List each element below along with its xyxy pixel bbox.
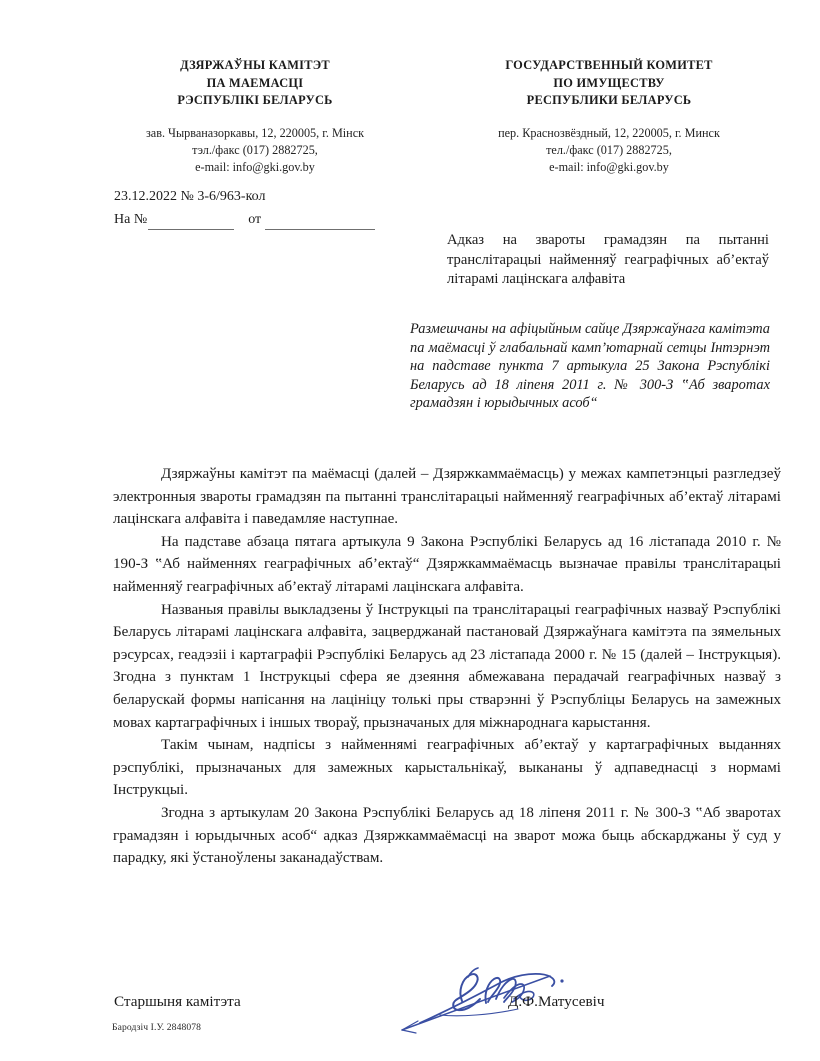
body-paragraph-3: Названыя правілы выкладзены ў Інструкцыі па транслітарацыі геаграфічных назваў Рэспублікі Беларусь літарамі лацінскага алфавіта, зацверджанай пастановай Дзяржаўнага камітэта па зямельных рэсурсах, геадэзіі і картаграфіі Рэспублікі Беларусь ад 23 лістапада 2000 г. № 15 (далей – Інструкцыя). Згодна з пунктам 1 Інструкцыі сфера яе дзеяння абмежавана перадачай геаграфічных назваў з беларускай формы напісання на лацініцу толькі пры стварэнні ў Рэспубліцы Беларусь на замежных мовах картаграфічных і іншых твораў, прызначаных для міжнароднага карыстання. <box>113 601 781 731</box>
subject-block: Адказ на звароты грамадзян па пытанні транслітарацыі найменняў геаграфічных аб’ектаў літарамі лацінскага алфавіта <box>447 232 769 288</box>
address-phone-be: тэл./факс (017) 2882725, <box>192 142 318 157</box>
body-paragraph-4: Такім чынам, надпісы з найменнямі геаграфічных аб’ектаў у картаграфічных выданнях рэспублікі, прызначаных для замежных карыстальнікаў, выкананы ў адпаведнасці з нормамі Інструкцыі. <box>113 737 781 799</box>
signer-name: Д.Ф.Матусевіч <box>508 993 605 1010</box>
organization-name-ru <box>444 57 774 110</box>
reference-block <box>114 186 375 230</box>
letterhead-left-belarusian <box>96 57 414 176</box>
letter-body <box>113 463 781 870</box>
org-line-2-ru: ПО ИМУЩЕСТВУ <box>553 75 665 90</box>
incoming-number-label: На № <box>114 212 148 227</box>
letterhead-right-russian <box>444 57 774 176</box>
address-email-ru: e-mail: info@gki.gov.by <box>549 160 669 175</box>
incoming-reference-line <box>114 209 375 230</box>
address-street-ru: пер. Краснозвёздный, 12, 220005, г. Минск <box>498 125 720 140</box>
incoming-number-field[interactable] <box>148 216 234 230</box>
placement-note: Размешчаны на афіцыйным сайце Дзяржаўнага камітэта па маёмасці ў глабальнай камп’ютарнай сетцы Інтэрнэт на падставе пункта 7 артыкула 25 Закона Рэспублікі Беларусь ад 18 ліпеня 2011 г. № 300-З ‟Аб зваротах грамадзян і юрыдычных асоб“ <box>410 321 770 412</box>
org-line-1: ДЗЯРЖАЎНЫ КАМІТЭТ <box>180 58 330 72</box>
org-line-3: РЭСПУБЛІКІ БЕЛАРУСЬ <box>177 93 333 108</box>
body-paragraph-5: Згодна з артыкулам 20 Закона Рэспублікі Беларусь ад 18 ліпеня 2011 г. № 300-З ‟Аб зваротах грамадзян і юрыдычных асоб“ адказ Дзяржкаммаёмасці на зварот можа быць абскарджаны ў суд у парадку, які ўстаноўлены заканадаўствам. <box>113 804 781 867</box>
incoming-date-field[interactable] <box>265 216 375 230</box>
signer-title: Старшыня камітэта <box>114 993 241 1010</box>
address-phone-ru: тел./факс (017) 2882725, <box>546 142 672 157</box>
org-line-2: ПА МАЕМАСЦІ <box>206 75 304 90</box>
incoming-date-label: от <box>248 212 262 227</box>
organization-name-be <box>96 57 414 110</box>
letterhead <box>96 57 774 176</box>
address-email-be: e-mail: info@gki.gov.by <box>195 160 315 175</box>
org-line-1-ru: ГОСУДАРСТВЕННЫЙ КОМИТЕТ <box>505 58 713 72</box>
org-line-3-ru: РЕСПУБЛИКИ БЕЛАРУСЬ <box>526 93 692 108</box>
executor-reference: Бародзіч І.У. 2848078 <box>112 1022 202 1033</box>
address-street-be: зав. Чырваназоркавы, 12, 220005, г. Мінск <box>145 125 365 140</box>
body-paragraph-1: Дзяржаўны камітэт па маёмасці (далей – Дзяржкаммаёмасць) у межах кампетэнцыі разгледзеў электронныя звароты грамадзян па пытанні транслітарацыі найменняў геаграфічных аб’ектаў літарамі лацінскага алфавіта і паведамляе наступнае. <box>113 466 781 528</box>
organization-address-be <box>96 125 414 177</box>
body-paragraph-2: На падставе абзаца пятага артыкула 9 Закона Рэспублікі Беларусь ад 16 лістапада 2010 г. № 190-З ‟Аб найменнях геаграфічных аб’ектаў“ Дзяржкаммаёмасць вызначае правілы транслітарацыі найменняў геаграфічных аб’ектаў літарамі лацінскага алфавіта. <box>113 533 781 595</box>
organization-address-ru <box>444 125 774 177</box>
document-date-and-number: 23.12.2022 № 3-6/963-кол <box>114 189 266 204</box>
